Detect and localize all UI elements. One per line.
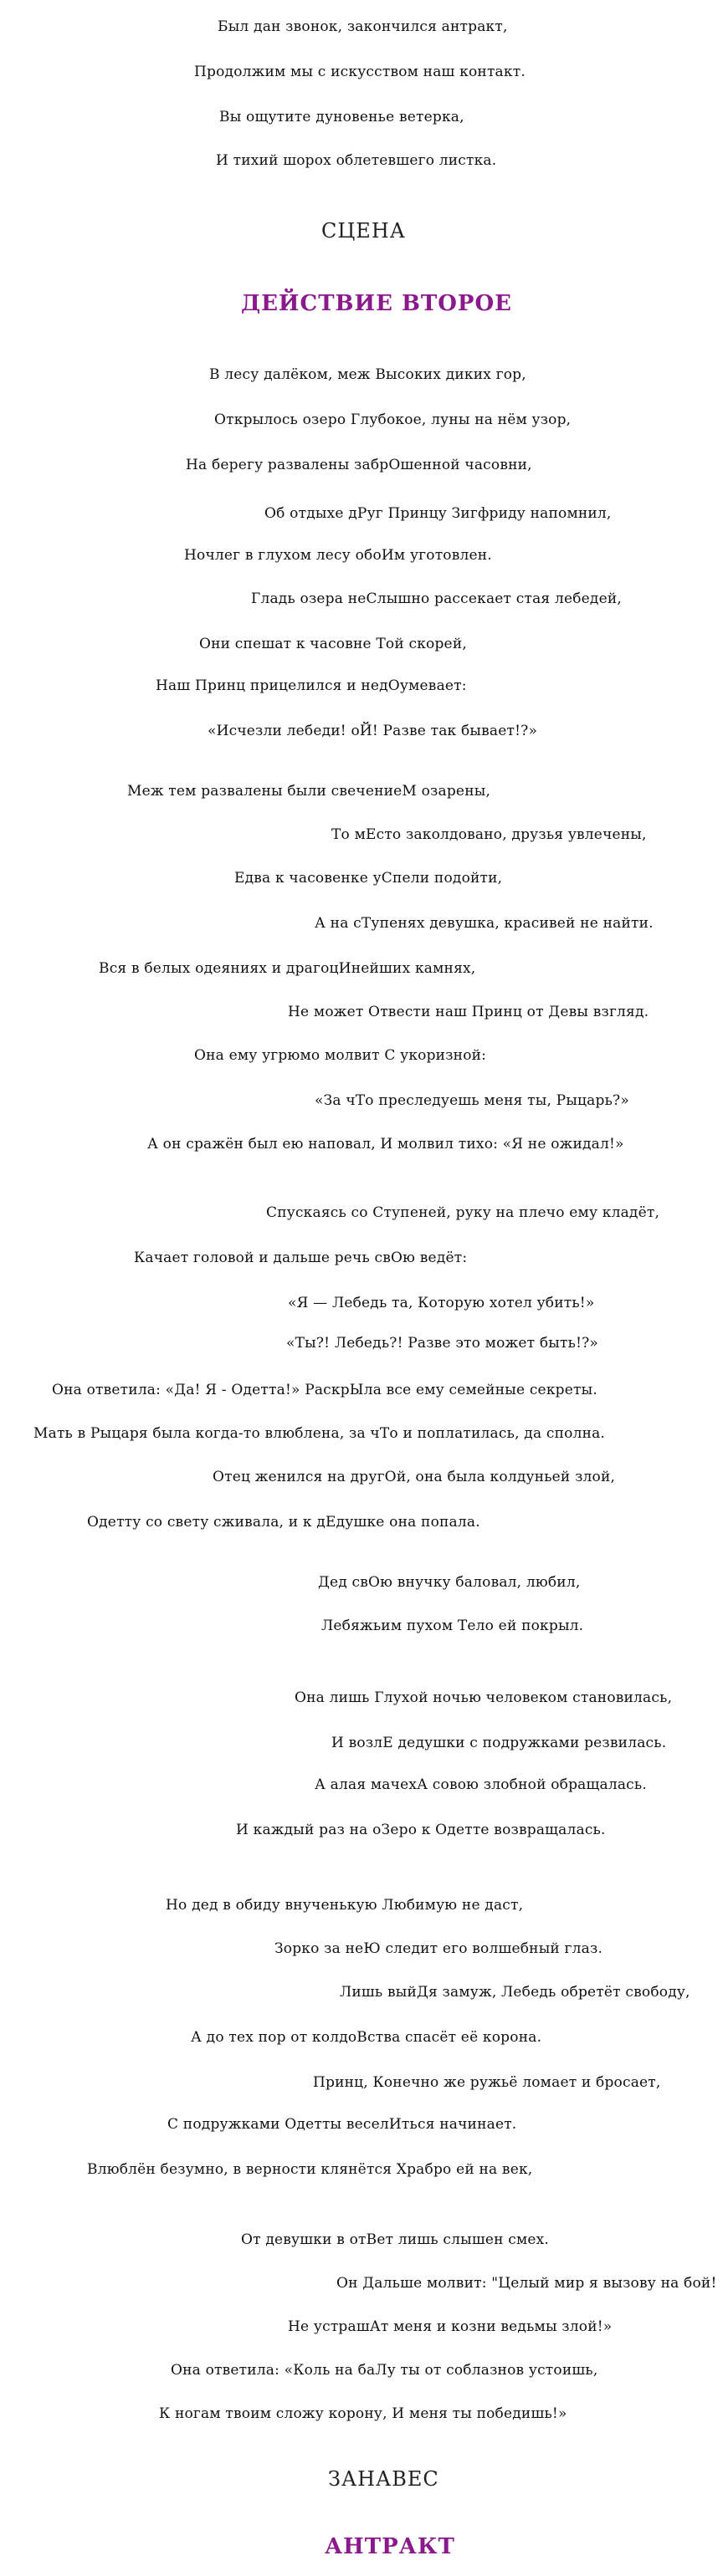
poem-line: Открылось озеро Глубокое, луны на нём узор, (214, 411, 572, 428)
poem-line: А на сТупенях девушка, красивей не найти. (315, 915, 654, 932)
poem-line: Отец женился на другОй, она была колдуньей злой, (213, 1469, 616, 1485)
poem-line: Спускаясь со Ступеней, руку на плечо ему кладёт, (266, 1204, 660, 1221)
poem-line: Она ему угрюмо молвит С укоризной: (194, 1047, 487, 1064)
poem-line: От девушки в отВет лишь слышен смех. (241, 2231, 550, 2248)
poem-line: Не устрашАт меня и козни ведьмы злой!» (288, 2318, 613, 2335)
poem-line: Едва к часовенке уСпели подойти, (234, 870, 503, 887)
poem-line: В лесу далёком, меж Высоких диких гор, (209, 366, 526, 383)
poem-line: Дед свОю внучку баловал, любил, (318, 1574, 581, 1591)
curtain-heading: ЗАНАВЕС (328, 2467, 439, 2491)
poem-line: И тихий шорох облетевшего листка. (216, 152, 497, 169)
poem-line: Мать в Рыцаря была когда-то влюблена, за чТо и поплатилась, да сполна. (33, 1425, 606, 1442)
poem-line: На берегу развалены забрОшенной часовни, (186, 457, 532, 473)
poem-line: Качает головой и дальше речь свОю ведёт: (134, 1250, 468, 1266)
poem-line: Продолжим мы с искусством наш контакт. (194, 64, 526, 80)
poem-line: «Ты?! Лебедь?! Разве это может быть!?» (286, 1335, 599, 1352)
poem-line: Она лишь Глухой ночью человеком становилась, (295, 1689, 673, 1706)
poem-line: Не может Отвести наш Принц от Девы взгляд. (288, 1004, 649, 1020)
poem-line: Вы ощутите дуновенье ветерка, (219, 109, 464, 125)
poem-line: Влюблён безумно, в верности клянётся Храбро ей на век, (87, 2161, 533, 2178)
poem-line: Ночлег в глухом лесу обоИм уготовлен. (184, 547, 492, 564)
poem-line: Она ответила: «Коль на баЛу ты от соблазнов устоишь, (171, 2362, 598, 2379)
poem-line: И каждый раз на оЗеро к Одетте возвращалась. (236, 1822, 606, 1838)
poem-line: То мЕсто заколдовано, друзья увлечены, (331, 826, 647, 843)
poem-line: Но дед в обиду внученькую Любимую не даст, (166, 1897, 524, 1914)
scene-heading: СЦЕНА (321, 219, 406, 243)
poem-line: Меж тем развалены были свечениеМ озарены, (127, 783, 491, 800)
poem-line: Они спешат к часовне Той скорей, (199, 636, 467, 652)
poem-line: Лишь выйДя замуж, Лебедь обретёт свободу, (340, 1984, 690, 2001)
poem-line: Лебяжьим пухом Тело ей покрыл. (321, 1618, 584, 1634)
poem-line: И возлЕ дедушки с подружками резвилась. (331, 1735, 667, 1751)
poem-line: Она ответила: «Да! Я - Одетта!» РаскрЫла все ему семейные секреты. (52, 1382, 597, 1398)
poem-line: А алая мачехА совою злобной обращалась. (315, 1776, 647, 1793)
poem-line: А он сражён был ею наповал, И молвил тихо: «Я не ожидал!» (147, 1136, 624, 1153)
act-heading: ДЕЙСТВИЕ ВТОРОЕ (241, 291, 512, 316)
poem-line: «Исчезли лебеди! оЙ! Разве так бывает!?» (208, 723, 538, 739)
poem-line: Он Дальше молвит: "Целый мир я вызову на бой! (336, 2275, 717, 2292)
poem-line: Наш Принц прицелился и недОумевает: (156, 677, 467, 694)
poem-line: «За чТо преследуешь меня ты, Рыцарь?» (315, 1092, 629, 1109)
poem-line: К ногам твоим сложу корону, И меня ты победишь!» (159, 2405, 567, 2422)
poem-line: Одетту со свету сживала, и к дЕдушке она попала. (87, 1514, 480, 1531)
poem-line: Зорко за неЮ следит его волшебный глаз. (274, 1940, 603, 1957)
intermission-heading: АНТРАКТ (325, 2534, 455, 2559)
poem-line: Гладь озера неСлышно рассекает стая лебедей, (251, 590, 622, 607)
poem-line: Вся в белых одеяниях и драгоцИнейших камнях, (99, 960, 476, 977)
poem-line: Принц, Конечно же ружьё ломает и бросает, (313, 2074, 661, 2091)
poem-line: С подружками Одетты веселИться начинает. (167, 2116, 517, 2133)
poem-line: Об отдыхе дРуг Принцу Зигфриду напомнил, (264, 505, 612, 522)
poem-line: «Я — Лебедь та, Которую хотел убить!» (288, 1295, 595, 1311)
poem-line: А до тех пор от колдоВства спасёт её корона. (191, 2029, 542, 2046)
poem-line: Был дан звонок, закончился антракт, (218, 18, 508, 35)
